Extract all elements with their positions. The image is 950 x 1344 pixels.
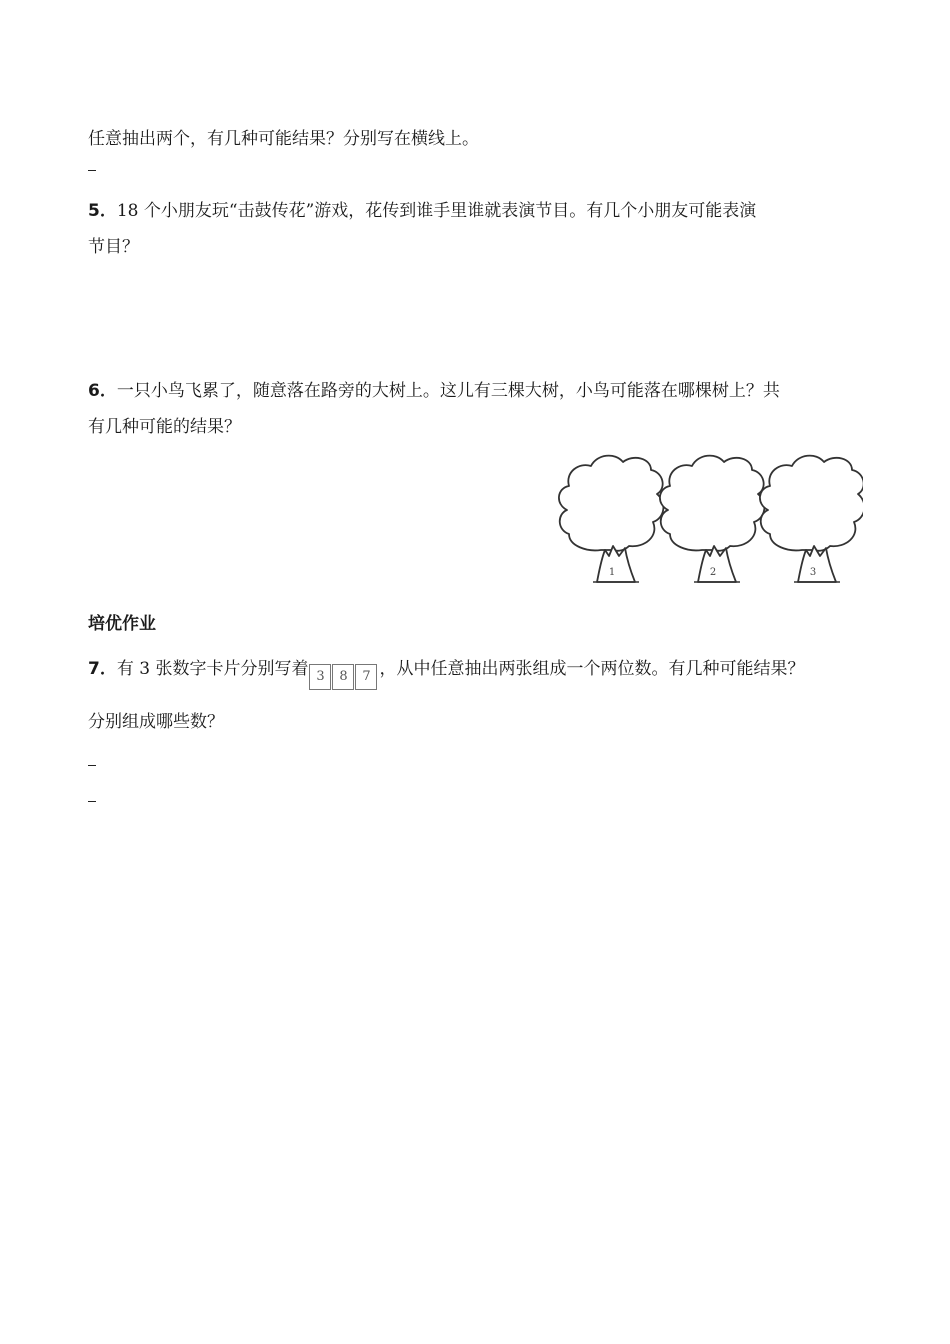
q4-tail-text: 任意抽出两个，有几种可能结果？分别写在横线上。 [88, 129, 479, 149]
q6-line-2: 有几种可能的结果？ [88, 417, 241, 437]
tree-label-2: 2 [709, 567, 717, 578]
tree-2 [660, 456, 764, 582]
number-card-3: 7 [355, 664, 377, 690]
tree-label-1: 1 [608, 567, 616, 578]
q5-line-2: 节目？ [88, 237, 139, 257]
q7-text-before: 有 3 张数字卡片分别写着 [116, 659, 309, 679]
q7-line-1 [88, 657, 804, 690]
q5-text-1: 18 个小朋友玩“击鼓传花”游戏，花传到谁手里谁就表演节目。有几个小朋友可能表演 [116, 201, 757, 221]
q6-text-1: 一只小鸟飞累了，随意落在路旁的大树上。这儿有三棵大树，小鸟可能落在哪棵树上？共 [116, 381, 780, 401]
q7-text-after: ，从中任意抽出两张组成一个两位数。有几种可能结果？ [379, 659, 805, 679]
answer-blank-q7-2[interactable] [88, 801, 96, 802]
number-cards [309, 663, 378, 690]
section-title: 培优作业 [88, 614, 156, 634]
number-card-2: 8 [332, 664, 354, 690]
q6-line-1 [88, 379, 780, 403]
tree-1 [559, 456, 663, 582]
number-card-1: 3 [309, 664, 331, 690]
q5-number: 5． [88, 201, 117, 221]
q5-line-1 [88, 199, 756, 223]
tree-label-3: 3 [809, 567, 817, 578]
answer-blank-q4[interactable] [88, 170, 96, 171]
answer-blank-q7-1[interactable] [88, 765, 96, 766]
q7-line-2: 分别组成哪些数？ [88, 712, 224, 732]
trees-illustration [553, 450, 863, 590]
tree-3 [760, 456, 863, 582]
q6-number: 6． [88, 381, 117, 401]
q7-number: 7． [88, 659, 117, 679]
